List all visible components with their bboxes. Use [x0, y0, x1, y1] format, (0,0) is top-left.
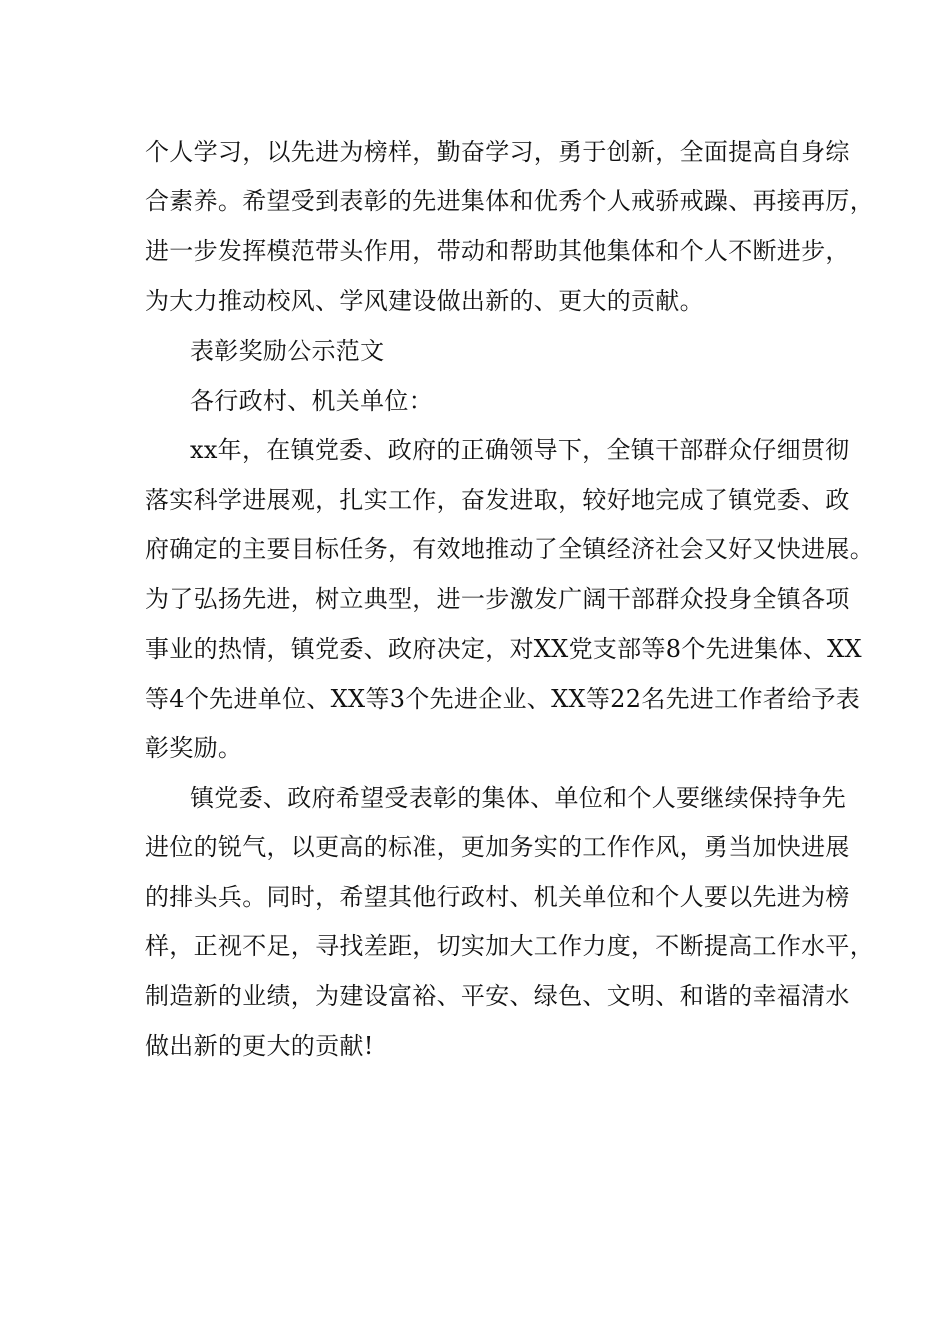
- paragraph-line: 彰奖励。: [145, 734, 243, 762]
- paragraph-line: 合素养。希望受到表彰的先进集体和优秀个人戒骄戒躁、再接再厉，: [145, 187, 874, 215]
- paragraph-line: 为了弘扬先进，树立典型，进一步激发广阔干部群众投身全镇各项: [145, 585, 850, 613]
- paragraph-line: 镇党委、政府希望受表彰的集体、单位和个人要继续保持争先: [190, 784, 847, 812]
- paragraph-line: 做出新的更大的贡献!: [145, 1032, 374, 1060]
- paragraph-line: xx年，在镇党委、政府的正确领导下，全镇干部群众仔细贯彻: [190, 436, 850, 464]
- paragraph-line: 样，正视不足，寻找差距，切实加大工作力度，不断提高工作水平，: [145, 932, 874, 960]
- paragraph-line: 府确定的主要目标任务，有效地推动了全镇经济社会又好又快进展。: [145, 535, 874, 563]
- paragraph-line: 个人学习，以先进为榜样，勤奋学习，勇于创新，全面提高自身综: [145, 138, 850, 166]
- paragraph-line: 的排头兵。同时，希望其他行政村、机关单位和个人要以先进为榜: [145, 883, 850, 911]
- salutation: 各行政村、机关单位：: [190, 387, 433, 415]
- paragraph-line: 进一步发挥模范带头作用，带动和帮助其他集体和个人不断进步，: [145, 237, 850, 265]
- paragraph-line: 进位的锐气，以更高的标准，更加务实的工作作风，勇当加快进展: [145, 833, 850, 861]
- paragraph-line: 为大力推动校风、学风建设做出新的、更大的贡献。: [145, 287, 704, 315]
- paragraph-line: 等4个先进单位、XX等3个先进企业、XX等22名先进工作者给予表: [145, 685, 861, 713]
- section-title: 表彰奖励公示范文: [190, 337, 385, 365]
- paragraph-line: 事业的热情，镇党委、政府决定，对XX党支部等8个先进集体、XX: [145, 635, 862, 663]
- paragraph-line: 制造新的业绩，为建设富裕、平安、绿色、文明、和谐的幸福清水: [145, 982, 850, 1010]
- paragraph-line: 落实科学进展观，扎实工作，奋发进取，较好地完成了镇党委、政: [145, 486, 850, 514]
